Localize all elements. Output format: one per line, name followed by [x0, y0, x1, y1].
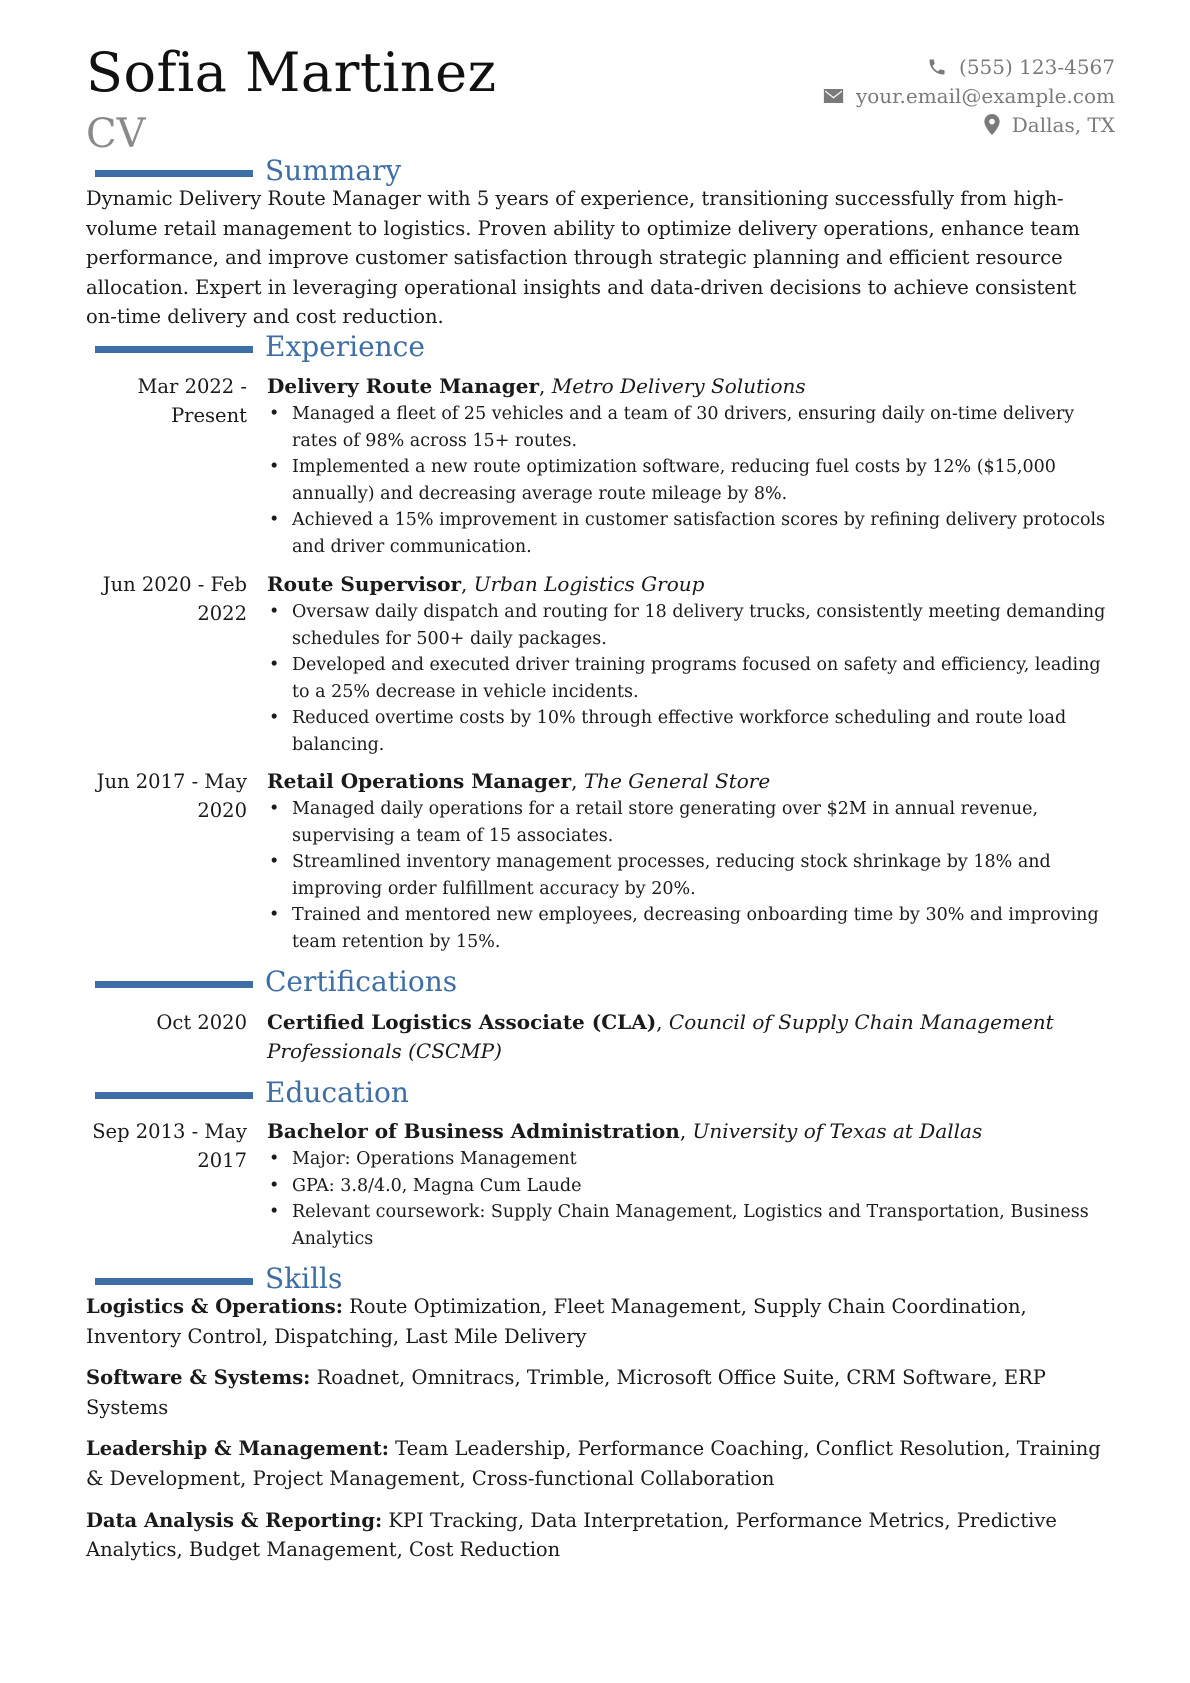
list-item: • Oversaw daily dispatch and routing for 18 delivery trucks, consistently meeting demanding schedules for 500+ daily packages. [267, 599, 1107, 652]
entry-title: Bachelor of Business Administration, University of Texas at Dallas [267, 1119, 983, 1143]
section-accent-bar [95, 170, 253, 177]
section-header-skills [95, 1262, 342, 1296]
entry-bullets [267, 599, 1107, 758]
section-title-experience: Experience [265, 330, 425, 363]
list-item: • Relevant coursework: Supply Chain Management, Logistics and Transportation, Business Analytics [267, 1199, 1107, 1252]
skill-row [86, 1434, 1111, 1493]
map-pin-icon [984, 114, 1000, 135]
entry-date: Jun 2017 - May 2020 [96, 770, 247, 822]
skill-category: Logistics & Operations: [86, 1295, 343, 1318]
entry-date: Oct 2020 [156, 1011, 247, 1034]
skill-values: Route Optimization, Fleet Management, Supply Chain Coordination, Inventory Control, Dispatching, Last Mile Delivery [86, 1295, 1027, 1348]
entry-body [267, 1008, 1107, 1066]
skill-row [86, 1363, 1111, 1422]
job-organization: The General Store [583, 769, 771, 793]
list-item: • Streamlined inventory management processes, reducing stock shrinkage by 18% and improving order fulfillment accuracy by 20%. [267, 849, 1107, 902]
degree-name: Bachelor of Business Administration [267, 1119, 680, 1143]
section-header-certifications [95, 965, 457, 999]
email-address: your.email@example.com [855, 83, 1115, 108]
contact-location [823, 110, 1115, 139]
job-organization: Urban Logistics Group [473, 572, 705, 596]
list-item: • Developed and executed driver training programs focused on safety and efficiency, leading to a 25% decrease in vehicle incidents. [267, 652, 1107, 705]
section-accent-bar [95, 981, 253, 988]
list-item: • Implemented a new route optimization software, reducing fuel costs by 12% ($15,000 annually) and decreasing average route mileage by 8%. [267, 454, 1107, 507]
entry-body [267, 767, 1107, 955]
certification-organization: Council of Supply Chain Management Professionals (CSCMP) [267, 1010, 1054, 1063]
entry-body [267, 570, 1107, 758]
section-header-experience [95, 330, 425, 364]
entry-date: Mar 2022 - Present [137, 375, 247, 427]
envelope-icon [823, 88, 844, 104]
list-item: • Managed daily operations for a retail store generating over $2M in annual revenue, supervising a team of 15 associates. [267, 796, 1107, 849]
list-item: • Reduced overtime costs by 10% through effective workforce scheduling and route load balancing. [267, 705, 1107, 758]
job-organization: Metro Delivery Solutions [551, 374, 806, 398]
entry-date: Jun 2020 - Feb 2022 [102, 573, 247, 625]
section-title-education: Education [265, 1076, 409, 1109]
candidate-name: Sofia Martinez [86, 41, 497, 104]
skills-list [86, 1292, 1111, 1577]
list-item: • Trained and mentored new employees, decreasing onboarding time by 30% and improving team retention by 15%. [267, 902, 1107, 955]
job-role: Delivery Route Manager [267, 374, 540, 398]
list-item: • Achieved a 15% improvement in customer satisfaction scores by refining delivery protocols and driver communication. [267, 507, 1107, 560]
section-title-skills: Skills [265, 1262, 343, 1295]
certification-name: Certified Logistics Associate (CLA) [267, 1010, 657, 1034]
summary-text: Dynamic Delivery Route Manager with 5 years of experience, transitioning successfully from high-volume retail management to logistics. Proven ability to optimize delivery operations, enhance team performance, and improve customer satisfaction through strategic planning and efficient resource allocation. Expert in leveraging operational insights and data-driven decisions to achieve consistent on-time delivery and cost reduction. [86, 187, 1080, 329]
contact-email [823, 81, 1115, 110]
skill-row [86, 1292, 1111, 1351]
list-item: • GPA: 3.8/4.0, Magna Cum Laude [267, 1173, 1107, 1200]
skill-row [86, 1506, 1111, 1565]
contact-block [823, 52, 1115, 139]
education-organization: University of Texas at Dallas [692, 1119, 983, 1143]
entry-bullets [267, 1146, 1107, 1252]
section-title-summary: Summary [265, 154, 402, 187]
skill-category: Data Analysis & Reporting: [86, 1508, 383, 1532]
entry-bullets [267, 401, 1107, 560]
entry-bullets [267, 796, 1107, 955]
skill-category: Software & Systems: [86, 1366, 311, 1390]
location-text: Dallas, TX [1011, 112, 1115, 137]
section-header-summary [95, 154, 401, 188]
entry-title: Retail Operations Manager, The General Store [267, 769, 771, 793]
phone-icon [927, 57, 947, 77]
section-accent-bar [95, 346, 253, 353]
skill-values: Team Leadership, Performance Coaching, Conflict Resolution, Training & Development, Project Management, Cross-functional Collaboration [86, 1437, 1101, 1490]
entry-body [267, 1117, 1107, 1252]
phone-number: (555) 123-4567 [959, 54, 1115, 79]
entry-title: Delivery Route Manager, Metro Delivery Solutions [267, 374, 806, 398]
entry-body [267, 372, 1107, 560]
skill-values: Roadnet, Omnitracs, Trimble, Microsoft Office Suite, CRM Software, ERP Systems [86, 1366, 1046, 1419]
entry-title: Certified Logistics Associate (CLA), Council of Supply Chain Management Professionals (CSCMP) [267, 1010, 1054, 1063]
skill-values: KPI Tracking, Data Interpretation, Performance Metrics, Predictive Analytics, Budget Management, Cost Reduction [86, 1508, 1057, 1562]
document-subtitle: CV [86, 111, 146, 157]
entry-date: Sep 2013 - May 2017 [92, 1120, 247, 1172]
section-accent-bar [95, 1092, 253, 1099]
section-header-education [95, 1076, 409, 1110]
section-title-certifications: Certifications [265, 965, 458, 998]
entry-title: Route Supervisor, Urban Logistics Group [267, 572, 705, 596]
job-role: Route Supervisor [267, 572, 462, 596]
list-item: • Managed a fleet of 25 vehicles and a team of 30 drivers, ensuring daily on-time delivery rates of 98% across 15+ routes. [267, 401, 1107, 454]
job-role: Retail Operations Manager [267, 769, 572, 793]
section-accent-bar [95, 1278, 253, 1285]
list-item: • Major: Operations Management [267, 1146, 1107, 1173]
contact-phone [823, 52, 1115, 81]
skill-category: Leadership & Management: [86, 1437, 389, 1461]
